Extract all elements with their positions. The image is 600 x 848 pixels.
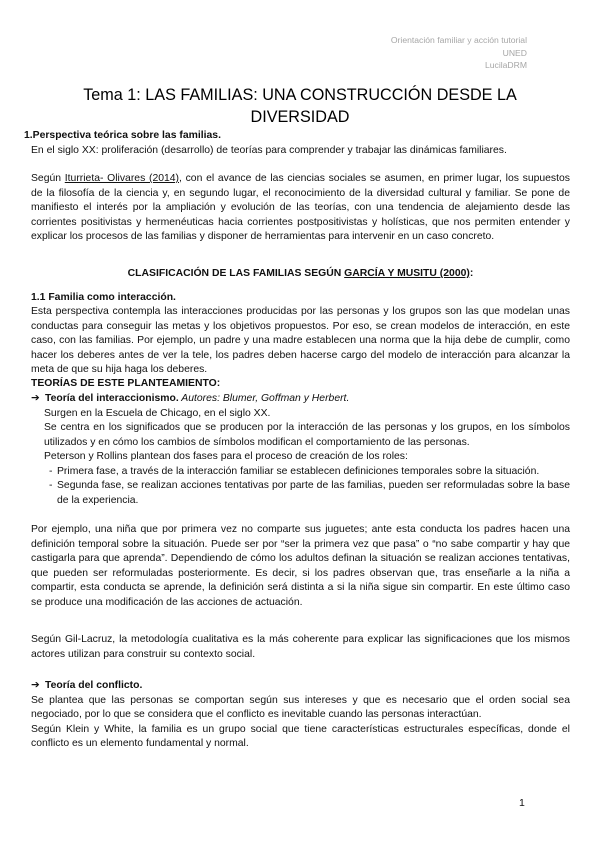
arrow-icon: ➔ <box>31 393 40 404</box>
paragraph-text: , con el avance de las ciencias sociales se asumen, en primer lugar, los supuestos de la filosofía de la ciencia y, en segundo lugar, el reconocimiento de la diversidad cultural y familiar. Se pone de manifiesto el interés por la ampliación y evolución de las teorías, con una tendencia de alejamiento desde las corrientes positivistas y hermenéuticas hacia corrientes postpositivistas y holísticas, que nos permiten entender y explicar los procesos de las familias y disponer de herramientas para intervenir en un caso concreto. <box>31 173 570 242</box>
theory-title-row <box>31 679 570 694</box>
subsection-heading: 1.1 Familia como interacción. <box>31 292 176 303</box>
theories-heading: TEORÍAS DE ESTE PLANTEAMIENTO: <box>31 378 221 389</box>
classification-colon: : <box>469 268 474 279</box>
phase-item <box>31 465 570 480</box>
theory-origin: Surgen en la Escuela de Chicago, en el siglo XX. <box>44 407 271 419</box>
conflict-paragraph: Se plantea que las personas se comportan según sus intereses y que es necesario que el orden social sea negociado, por lo que se considera que el conflicto es inevitable cuando las personas interactúan. <box>31 694 570 720</box>
theory-authors: Autores: Blumer, Goffman y Herbert. <box>178 393 350 404</box>
header-course: Orientación familiar y acción tutorial <box>390 35 527 45</box>
theory-title: Teoría del interaccionismo. <box>45 393 179 404</box>
theory-focus: Se centra en los significados que se producen por la interacción de las personas y los grupos, en los símbolos utilizados y en cómo los cambios de símbolos modifican el comportamiento de las personas. <box>44 422 570 448</box>
phase-item <box>31 479 570 508</box>
phase-text: Segunda fase, se realizan acciones tentativas por parte de las familias, pueden ser reformuladas sobre la base de la experiencia. <box>57 480 570 506</box>
iturrieta-paragraph <box>31 172 570 245</box>
citation-link: Iturrieta- Olivares (2014) <box>64 173 180 184</box>
classification-citation: GARCÍA Y MUSITU (2000) <box>344 268 470 279</box>
classification-heading <box>31 267 570 282</box>
bullet-icon: - <box>49 465 53 477</box>
header-author: LucilaDRM <box>484 60 527 70</box>
interaction-paragraph: Esta perspectiva contempla las interacciones producidas por las personas y los grupos son las que modelan unas conductas para conseguir las metas y los objetivos propuestos. Por eso, se crean modelos de interacción, en este caso, con las familias. Por ejemplo, un padre y una madre establecen una norma que la hija debe de cumplir, como hacer los deberes antes de ver la tele, los padres deben hacerse cargo del modelo de interacción para alcanzar la meta de que su hija haga los deberes. <box>31 306 570 375</box>
klein-white-paragraph: Según Klein y White, la familia es un grupo social que tiene características estructurales específicas, donde el conflicto es un elemento fundamental y normal. <box>31 723 570 749</box>
classification-text: CLASIFICACIÓN DE LAS FAMILIAS SEGÚN <box>127 268 345 279</box>
header-university: UNED <box>502 47 527 58</box>
theory-interactionism <box>31 392 570 508</box>
page-number: 1 <box>519 797 525 809</box>
gil-lacruz-paragraph: Según Gil-Lacruz, la metodología cualitativa es la más coherente para explicar las significaciones que los mismos actores utilizan para construir su contexto social. <box>31 634 570 660</box>
intro-paragraph: En el siglo XX: proliferación (desarrollo) de teorías para comprender y trabajar las dinámicas familiares. <box>31 145 507 156</box>
example-paragraph: Por ejemplo, una niña que por primera vez no comparte sus juguetes; ante esta conducta los padres hacen una definición temporal sobre la situación. Puede ser por “ser la primera vez que pasa” o “no sabe compartir y hay que castigarla para que aprenda”. Dependiendo de cómo los adultos definan la situación se realizan acciones tentativas, que pueden ser reformuladas posteriormente. Es decir, si los padres observan que, tras enseñarle a la niña a compartir, esta conducta se aprende, la definición será distinta a si la niña sigue sin compartir. En este último caso se produce una modificación de las acciones de actuación. <box>31 524 570 608</box>
theory-conflict <box>31 679 570 752</box>
paragraph-text-lead: Según <box>31 173 65 184</box>
section-heading: 1.Perspectiva teórica sobre las familias. <box>24 130 221 141</box>
phase-text: Primera fase, a través de la interacción familiar se establecen definiciones temporales sobre la situación. <box>57 465 540 477</box>
arrow-icon: ➔ <box>31 680 40 691</box>
theory-title-row <box>31 392 570 407</box>
running-header <box>391 34 527 72</box>
theory-phases-intro: Peterson y Rollins plantean dos fases para el proceso de creación de los roles: <box>44 451 408 462</box>
bullet-icon: - <box>49 480 53 491</box>
theory-title: Teoría del conflicto. <box>45 680 143 691</box>
page-title: Tema 1: LAS FAMILIAS: UNA CONSTRUCCIÓN DESDE LA DIVERSIDAD <box>83 86 517 126</box>
